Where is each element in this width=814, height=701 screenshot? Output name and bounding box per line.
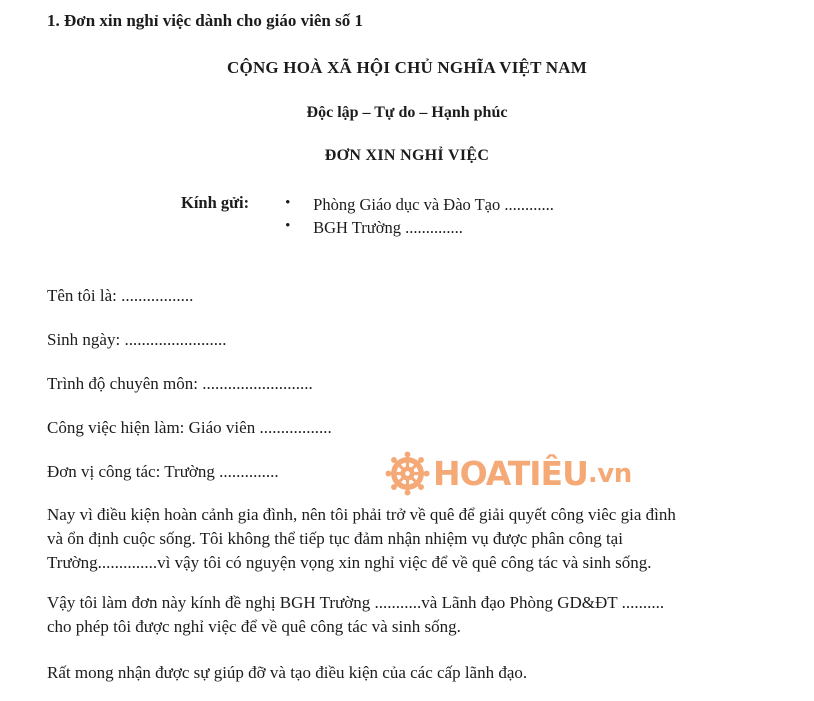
recipient-list: [285, 193, 554, 239]
field-qualification: Trình độ chuyên môn: ..........................: [47, 374, 313, 393]
brand-name: HOATIÊU: [433, 454, 588, 493]
field-workplace: Đơn vị công tác: Trường ..............: [47, 462, 279, 481]
ship-wheel-icon: [384, 450, 431, 497]
national-motto: Độc lập – Tự do – Hạnh phúc: [306, 104, 508, 121]
recipient-text: Phòng Giáo dục và Đào Tạo ............: [313, 195, 554, 214]
paragraph-line: và ổn định cuộc sống. Tôi không thể tiếp tục đảm nhận nhiệm vụ được phân công tại: [47, 529, 623, 548]
field-name: Tên tôi là: .................: [47, 286, 194, 305]
hoatieu-watermark: [384, 450, 632, 497]
brand-domain-suffix: .vn: [587, 458, 632, 489]
bullet-icon: •: [285, 218, 291, 234]
paragraph-line: cho phép tôi được nghỉ việc để về quê công tác và sinh sống.: [47, 617, 461, 636]
body-paragraph-3: Rất mong nhận được sự giúp đỡ và tạo điều kiện của các cấp lãnh đạo.: [47, 663, 528, 682]
national-title: CỘNG HOÀ XÃ HỘI CHỦ NGHĨA VIỆT NAM: [227, 58, 587, 77]
document-heading: 1. Đơn xin nghỉ việc dành cho giáo viên số 1: [47, 11, 363, 30]
recipients-block: [181, 193, 554, 239]
field-current-job: Công việc hiện làm: Giáo viên .................: [47, 418, 332, 437]
recipient-item: [285, 193, 554, 216]
form-title: ĐƠN XIN NGHỈ VIỆC: [324, 147, 490, 164]
paragraph-line: Trường..............vì vậy tôi có nguyện vọng xin nghỉ việc để về quê công tác và sinh sống.: [47, 553, 652, 572]
bullet-icon: •: [285, 195, 291, 211]
recipient-text: BGH Trường ..............: [313, 218, 463, 237]
recipient-item: [285, 216, 554, 239]
recipients-label: Kính gửi:: [181, 193, 250, 212]
field-birthdate: Sinh ngày: ........................: [47, 330, 227, 349]
paragraph-line: Vậy tôi làm đơn này kính đề nghị BGH Trường ...........và Lãnh đạo Phòng GD&ĐT ..........: [47, 593, 665, 612]
paragraph-line: Nay vì điều kiện hoàn cảnh gia đình, nên tôi phải trở về quê để giải quyết công viêc gia đình: [47, 505, 676, 524]
body-paragraph-1: [47, 503, 676, 575]
body-paragraph-2: [47, 591, 664, 639]
